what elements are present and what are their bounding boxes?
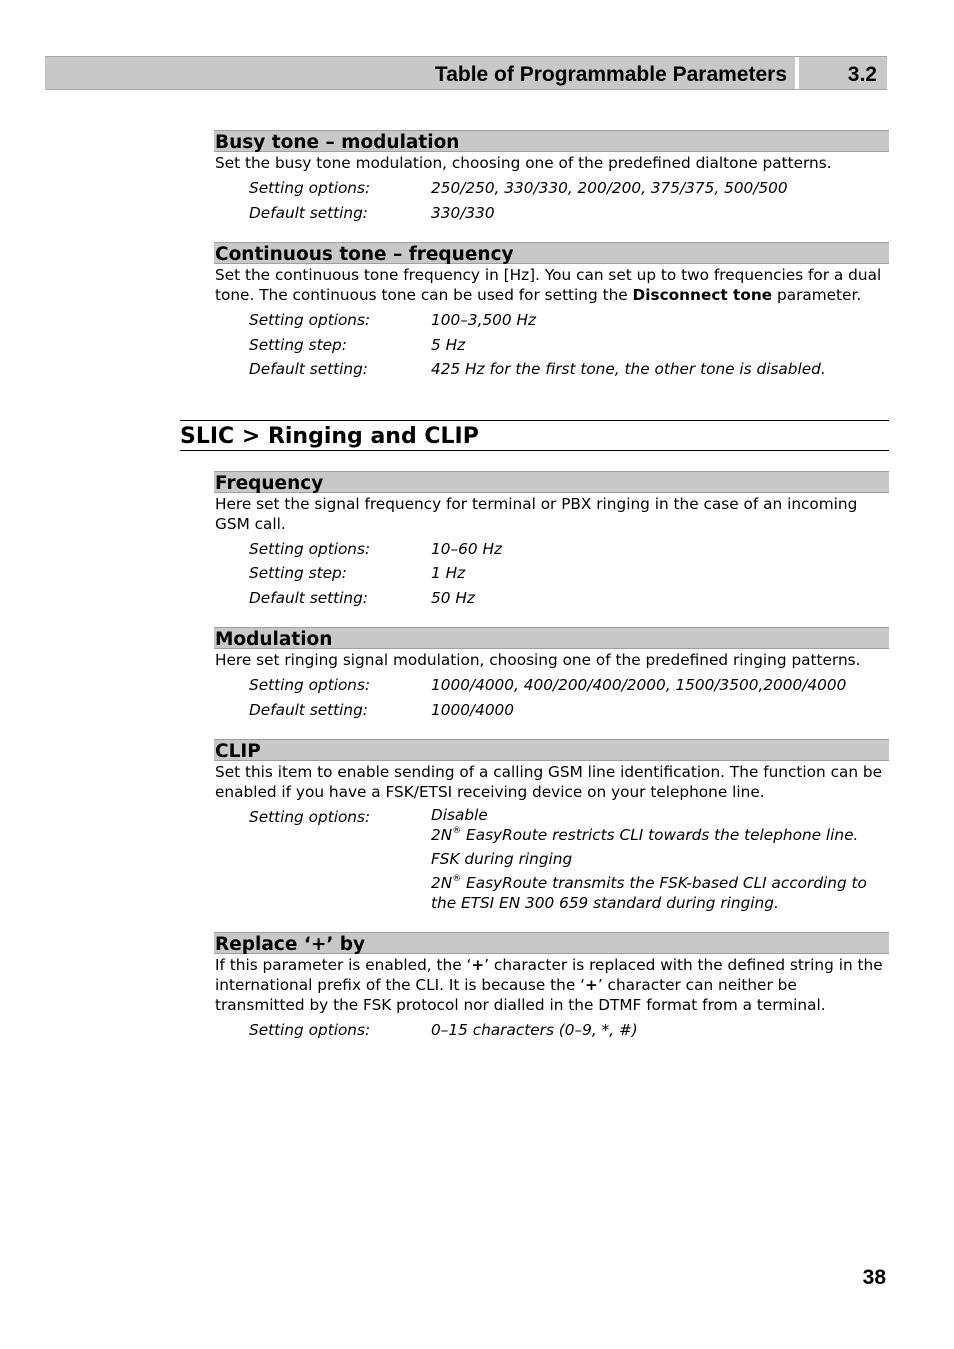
- param-description: [215, 955, 889, 1015]
- setting-label: Setting step:: [249, 335, 347, 354]
- plus-char: +: [585, 976, 598, 994]
- page-number: 38: [862, 1266, 886, 1289]
- setting-label: Default setting:: [249, 700, 368, 719]
- page-content: [180, 130, 889, 1043]
- param-title: Busy tone – modulation: [214, 130, 889, 152]
- registered-mark: ®: [452, 826, 462, 836]
- setting-row: [215, 201, 889, 226]
- setting-option: [431, 825, 889, 847]
- setting-label: Setting step:: [249, 564, 347, 582]
- desc-bold-term: Disconnect tone: [632, 286, 773, 304]
- setting-value: 5 Hz: [431, 335, 466, 354]
- brand-name: 2N: [431, 874, 453, 892]
- setting-value-list: [431, 805, 889, 915]
- param-frequency: [215, 471, 889, 611]
- brand-name: 2N: [431, 826, 453, 844]
- desc-text: If this parameter is enabled, the ‘: [215, 956, 472, 974]
- setting-row: [215, 561, 889, 586]
- param-description: Here set ringing signal modulation, choosing one of the predefined ringing patterns.: [215, 651, 861, 669]
- setting-label: Setting options:: [249, 808, 371, 826]
- param-continuous-tone: [215, 242, 889, 382]
- header-divider: [795, 57, 799, 89]
- setting-value: 1 Hz: [431, 564, 466, 582]
- setting-value: 1000/4000: [431, 700, 515, 719]
- registered-mark: ®: [452, 874, 462, 884]
- running-header: [45, 56, 887, 90]
- setting-label: Setting options:: [249, 311, 371, 329]
- desc-text: ’ character is replaced with the defined string in the international prefix of the CLI. It is because the ‘: [215, 956, 883, 994]
- setting-row: [215, 537, 889, 562]
- desc-text: parameter.: [772, 286, 862, 304]
- param-title: Frequency: [214, 471, 889, 493]
- setting-label: Default setting:: [249, 588, 368, 607]
- setting-row: [215, 586, 889, 611]
- setting-option: FSK during ringing: [431, 850, 573, 868]
- param-title: Replace ‘+’ by: [214, 932, 889, 954]
- setting-value: 425 Hz for the first tone, the other tone is disabled.: [431, 360, 826, 378]
- setting-value: 100–3,500 Hz: [431, 311, 537, 329]
- setting-row: [215, 1018, 889, 1043]
- setting-value: 50 Hz: [431, 588, 475, 607]
- setting-row: [215, 357, 889, 382]
- param-title: Modulation: [214, 627, 889, 649]
- setting-label: Setting options:: [249, 1021, 371, 1039]
- setting-value: 330/330: [431, 203, 495, 222]
- setting-option: [431, 871, 889, 915]
- param-modulation: [215, 627, 889, 722]
- header-title: Table of Programmable Parameters: [434, 63, 787, 86]
- param-title: CLIP: [214, 739, 889, 761]
- setting-label: Default setting:: [249, 360, 368, 378]
- setting-label: Setting options:: [249, 539, 371, 558]
- setting-label: Setting options:: [249, 676, 371, 694]
- setting-row: [215, 805, 889, 915]
- param-clip: [215, 739, 889, 915]
- param-description: Set this item to enable sending of a calling GSM line identification. The function can be enabled if you have a FSK/ETSI receiving device on your telephone line.: [215, 763, 883, 801]
- setting-row: [215, 698, 889, 723]
- param-description: Set the busy tone modulation, choosing one of the predefined dialtone patterns.: [215, 154, 832, 172]
- setting-row: [215, 673, 889, 698]
- section-heading: SLIC > Ringing and CLIP: [180, 420, 889, 451]
- param-title: Continuous tone – frequency: [214, 242, 889, 264]
- setting-label: Setting options:: [249, 179, 371, 197]
- setting-row: [215, 176, 889, 201]
- header-section-number: 3.2: [847, 63, 877, 86]
- setting-value: 250/250, 330/330, 200/200, 375/375, 500/500: [431, 179, 788, 197]
- option-text: EasyRoute transmits the FSK-based CLI according to the ETSI EN 300 659 standard during ringing.: [431, 874, 867, 912]
- setting-row: [215, 308, 889, 333]
- desc-text: ’ character can neither be transmitted by the FSK protocol nor dialled in the DTMF format from a terminal.: [215, 976, 826, 1014]
- setting-value: 10–60 Hz: [431, 539, 502, 558]
- param-replace-plus: [215, 932, 889, 1043]
- param-description: [215, 265, 889, 305]
- setting-row: [215, 333, 889, 358]
- desc-text: Set the continuous tone frequency in [Hz]. You can set up to two frequencies for a dual tone. The continuous tone can be used for setting the: [215, 266, 882, 304]
- param-busy-tone: [215, 130, 889, 225]
- option-text: EasyRoute restricts CLI towards the telephone line.: [461, 826, 859, 844]
- setting-label: Default setting:: [249, 203, 368, 222]
- setting-value: 0–15 characters (0–9, *, #): [431, 1021, 638, 1039]
- param-description: Here set the signal frequency for terminal or PBX ringing in the case of an incoming GSM call.: [215, 494, 858, 533]
- setting-option: Disable: [431, 806, 488, 824]
- setting-value: 1000/4000, 400/200/400/2000, 1500/3500,2000/4000: [431, 676, 847, 694]
- plus-char: +: [471, 956, 485, 974]
